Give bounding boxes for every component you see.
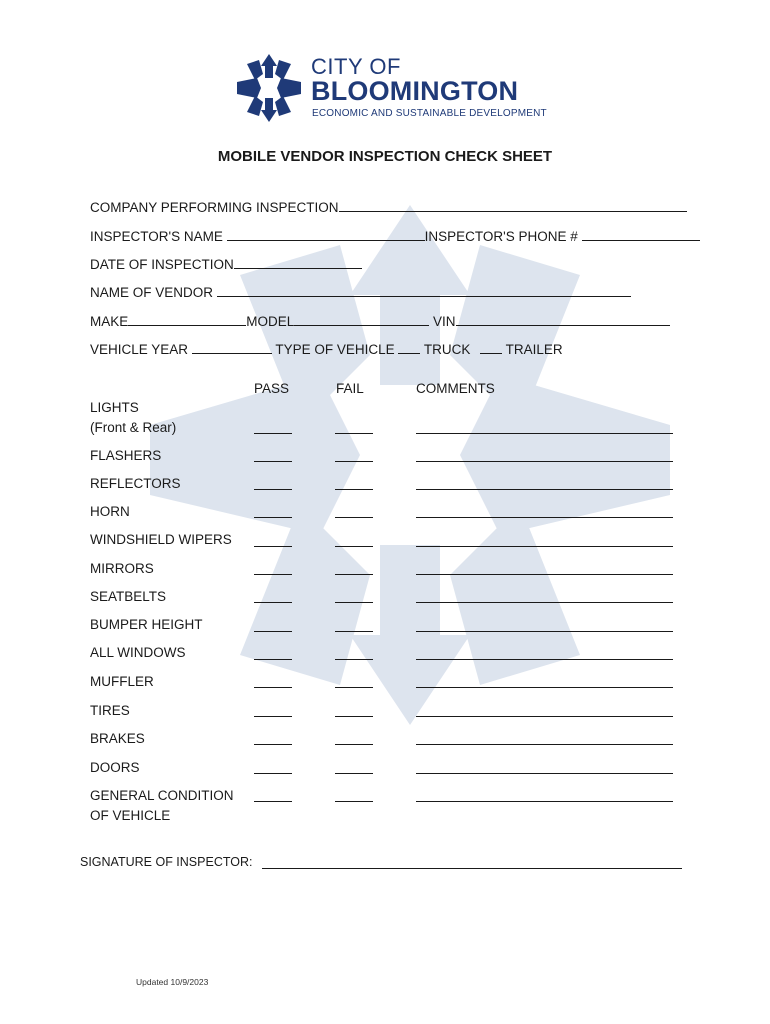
comments-field[interactable] — [416, 432, 673, 434]
pass-field[interactable] — [254, 800, 292, 802]
item-label: MUFFLER — [90, 674, 154, 689]
fail-column-header: FAIL — [336, 381, 364, 396]
company-label: COMPANY PERFORMING INSPECTION — [90, 200, 339, 215]
updated-date: Updated 10/9/2023 — [136, 977, 209, 987]
item-label: BRAKES — [90, 731, 145, 746]
company-row — [90, 199, 687, 215]
checklist-item — [90, 474, 245, 494]
vin-label: VIN — [433, 314, 456, 329]
signature-label: SIGNATURE OF INSPECTOR: — [80, 855, 253, 869]
checklist-item — [90, 615, 245, 635]
comments-field[interactable] — [416, 630, 673, 632]
item-label: LIGHTS — [90, 400, 139, 415]
checklist-item — [90, 643, 245, 663]
truck-label: TRUCK — [423, 342, 471, 357]
comments-field[interactable] — [416, 743, 673, 745]
checklist-item — [90, 729, 245, 749]
pass-field[interactable] — [254, 460, 292, 462]
pass-field[interactable] — [254, 573, 292, 575]
vendor-label: NAME OF VENDOR — [90, 285, 214, 300]
trailer-checkbox[interactable] — [480, 341, 502, 354]
inspector-phone-label: INSPECTOR'S PHONE # — [424, 229, 578, 244]
inspector-name-field[interactable] — [227, 228, 425, 241]
checklist-item — [90, 530, 245, 550]
item-label: FLASHERS — [90, 448, 162, 463]
checklist-item — [90, 672, 245, 692]
item-label: DOORS — [90, 760, 140, 775]
pass-column-header: PASS — [254, 381, 290, 396]
fail-field[interactable] — [335, 601, 373, 603]
pass-field[interactable] — [254, 772, 292, 774]
comments-field[interactable] — [416, 601, 673, 603]
item-label: MIRRORS — [90, 561, 154, 576]
comments-field[interactable] — [416, 715, 673, 717]
checklist-item — [90, 502, 245, 522]
logo-subtitle: ECONOMIC AND SUSTAINABLE DEVELOPMENT — [312, 108, 547, 119]
fail-field[interactable] — [335, 658, 373, 660]
fail-field[interactable] — [335, 432, 373, 434]
item-label: REFLECTORS — [90, 476, 181, 491]
comments-field[interactable] — [416, 800, 673, 802]
comments-field[interactable] — [416, 545, 673, 547]
pass-field[interactable] — [254, 488, 292, 490]
pass-field[interactable] — [254, 743, 292, 745]
item-label: WINDSHIELD WIPERS — [90, 532, 232, 547]
fail-field[interactable] — [335, 573, 373, 575]
vehicle-row — [90, 341, 563, 357]
truck-checkbox[interactable] — [398, 341, 420, 354]
fail-field[interactable] — [335, 460, 373, 462]
pass-field[interactable] — [254, 686, 292, 688]
pass-field[interactable] — [254, 630, 292, 632]
fail-field[interactable] — [335, 800, 373, 802]
checklist-item — [90, 398, 245, 438]
date-row — [90, 256, 362, 272]
checklist-item — [90, 587, 245, 607]
date-label: DATE OF INSPECTION — [90, 257, 234, 272]
checklist-item — [90, 701, 245, 721]
signature-field[interactable] — [262, 867, 682, 869]
inspector-row — [90, 228, 700, 244]
logo-city-of: CITY OF — [311, 54, 401, 79]
vehicle-type-label: TYPE OF VEHICLE — [275, 342, 395, 357]
comments-field[interactable] — [416, 460, 673, 462]
fail-field[interactable] — [335, 488, 373, 490]
trailer-label: TRAILER — [505, 342, 563, 357]
comments-field[interactable] — [416, 573, 673, 575]
vehicle-year-field[interactable] — [192, 341, 272, 354]
make-field[interactable] — [128, 313, 246, 326]
model-label: MODEL — [246, 314, 295, 329]
comments-column-header: COMMENTS — [416, 381, 495, 396]
comments-field[interactable] — [416, 686, 673, 688]
item-label: GENERAL CONDITION — [90, 788, 234, 803]
fail-field[interactable] — [335, 630, 373, 632]
pass-field[interactable] — [254, 601, 292, 603]
inspector-phone-field[interactable] — [582, 228, 700, 241]
fail-field[interactable] — [335, 772, 373, 774]
pass-field[interactable] — [254, 516, 292, 518]
fail-field[interactable] — [335, 516, 373, 518]
comments-field[interactable] — [416, 772, 673, 774]
checklist-item — [90, 559, 245, 579]
checklist-item — [90, 786, 245, 826]
pass-field[interactable] — [254, 545, 292, 547]
item-label: HORN — [90, 504, 130, 519]
inspector-name-label: INSPECTOR'S NAME — [90, 229, 223, 244]
city-logo — [235, 52, 547, 124]
pass-field[interactable] — [254, 658, 292, 660]
vendor-row — [90, 284, 631, 300]
fail-field[interactable] — [335, 545, 373, 547]
comments-field[interactable] — [416, 488, 673, 490]
date-field[interactable] — [234, 256, 362, 269]
item-label-line2: (Front & Rear) — [90, 420, 177, 435]
fail-field[interactable] — [335, 715, 373, 717]
fail-field[interactable] — [335, 743, 373, 745]
checklist-item — [90, 446, 245, 466]
logo-city-name: BLOOMINGTON — [311, 76, 519, 106]
model-field[interactable] — [294, 313, 429, 326]
item-label: SEATBELTS — [90, 589, 167, 604]
vehicle-year-label: VEHICLE YEAR — [90, 342, 189, 357]
vin-field[interactable] — [456, 313, 670, 326]
star-quilt-logo-icon — [235, 52, 303, 124]
comments-field[interactable] — [416, 516, 673, 518]
page-title: MOBILE VENDOR INSPECTION CHECK SHEET — [217, 148, 553, 165]
pass-field[interactable] — [254, 432, 292, 434]
company-field[interactable] — [339, 199, 687, 212]
pass-field[interactable] — [254, 715, 292, 717]
checklist-item — [90, 758, 245, 778]
make-model-vin-row — [90, 313, 670, 329]
item-label: TIRES — [90, 703, 130, 718]
vendor-field[interactable] — [217, 284, 631, 297]
make-label: MAKE — [90, 314, 129, 329]
item-label: ALL WINDOWS — [90, 645, 186, 660]
fail-field[interactable] — [335, 686, 373, 688]
item-label-line2: OF VEHICLE — [90, 808, 171, 823]
item-label: BUMPER HEIGHT — [90, 617, 203, 632]
comments-field[interactable] — [416, 658, 673, 660]
